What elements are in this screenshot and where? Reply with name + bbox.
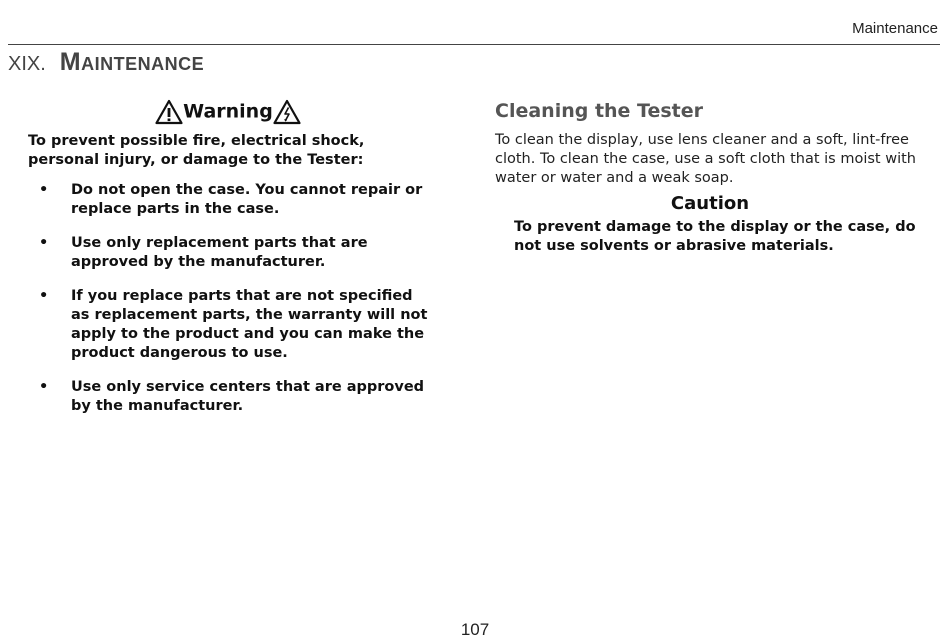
warning-list	[28, 181, 428, 416]
warning-column	[28, 96, 428, 431]
bullet: •	[39, 379, 49, 395]
bullet: •	[39, 235, 49, 251]
cleaning-heading: Cleaning the Tester	[495, 100, 704, 122]
header-rule	[8, 44, 940, 45]
warning-heading	[28, 96, 428, 126]
warning-item-text: Do not open the case. You cannot repair or replace parts in the case.	[71, 182, 423, 217]
electric-shock-triangle-icon	[273, 99, 301, 125]
page-number: 107	[460, 620, 490, 639]
caution-heading: Caution	[670, 193, 750, 214]
section-title	[8, 48, 204, 77]
bullet: •	[39, 182, 49, 198]
cleaning-column	[495, 98, 925, 256]
list-item	[28, 181, 428, 219]
warning-item-text: Use only replacement parts that are approved by the manufacturer.	[71, 235, 368, 270]
bullet: •	[39, 288, 49, 304]
warning-item-text: If you replace parts that are not specified as replacement parts, the warranty will not apply to the product and you can make the product dangerous to use.	[71, 288, 428, 361]
warning-triangle-icon	[155, 99, 183, 125]
cleaning-text: To clean the display, use lens cleaner and a soft, lint-free cloth. To clean the case, use a soft cloth that is moist with water or water and a weak soap.	[495, 132, 916, 186]
list-item	[28, 287, 428, 363]
warning-item-text: Use only service centers that are approved by the manufacturer.	[71, 379, 425, 414]
list-item	[28, 378, 428, 416]
running-header: Maintenance	[852, 20, 938, 37]
section-title-text: Maintenance	[59, 48, 205, 76]
list-item	[28, 234, 428, 272]
caution-text: To prevent damage to the display or the case, do not use solvents or abrasive materials.	[514, 219, 916, 254]
warning-intro: To prevent possible fire, electrical shock, personal injury, or damage to the Tester:	[28, 133, 365, 168]
warning-label: Warning	[183, 100, 273, 123]
section-number: XIX.	[8, 53, 46, 75]
